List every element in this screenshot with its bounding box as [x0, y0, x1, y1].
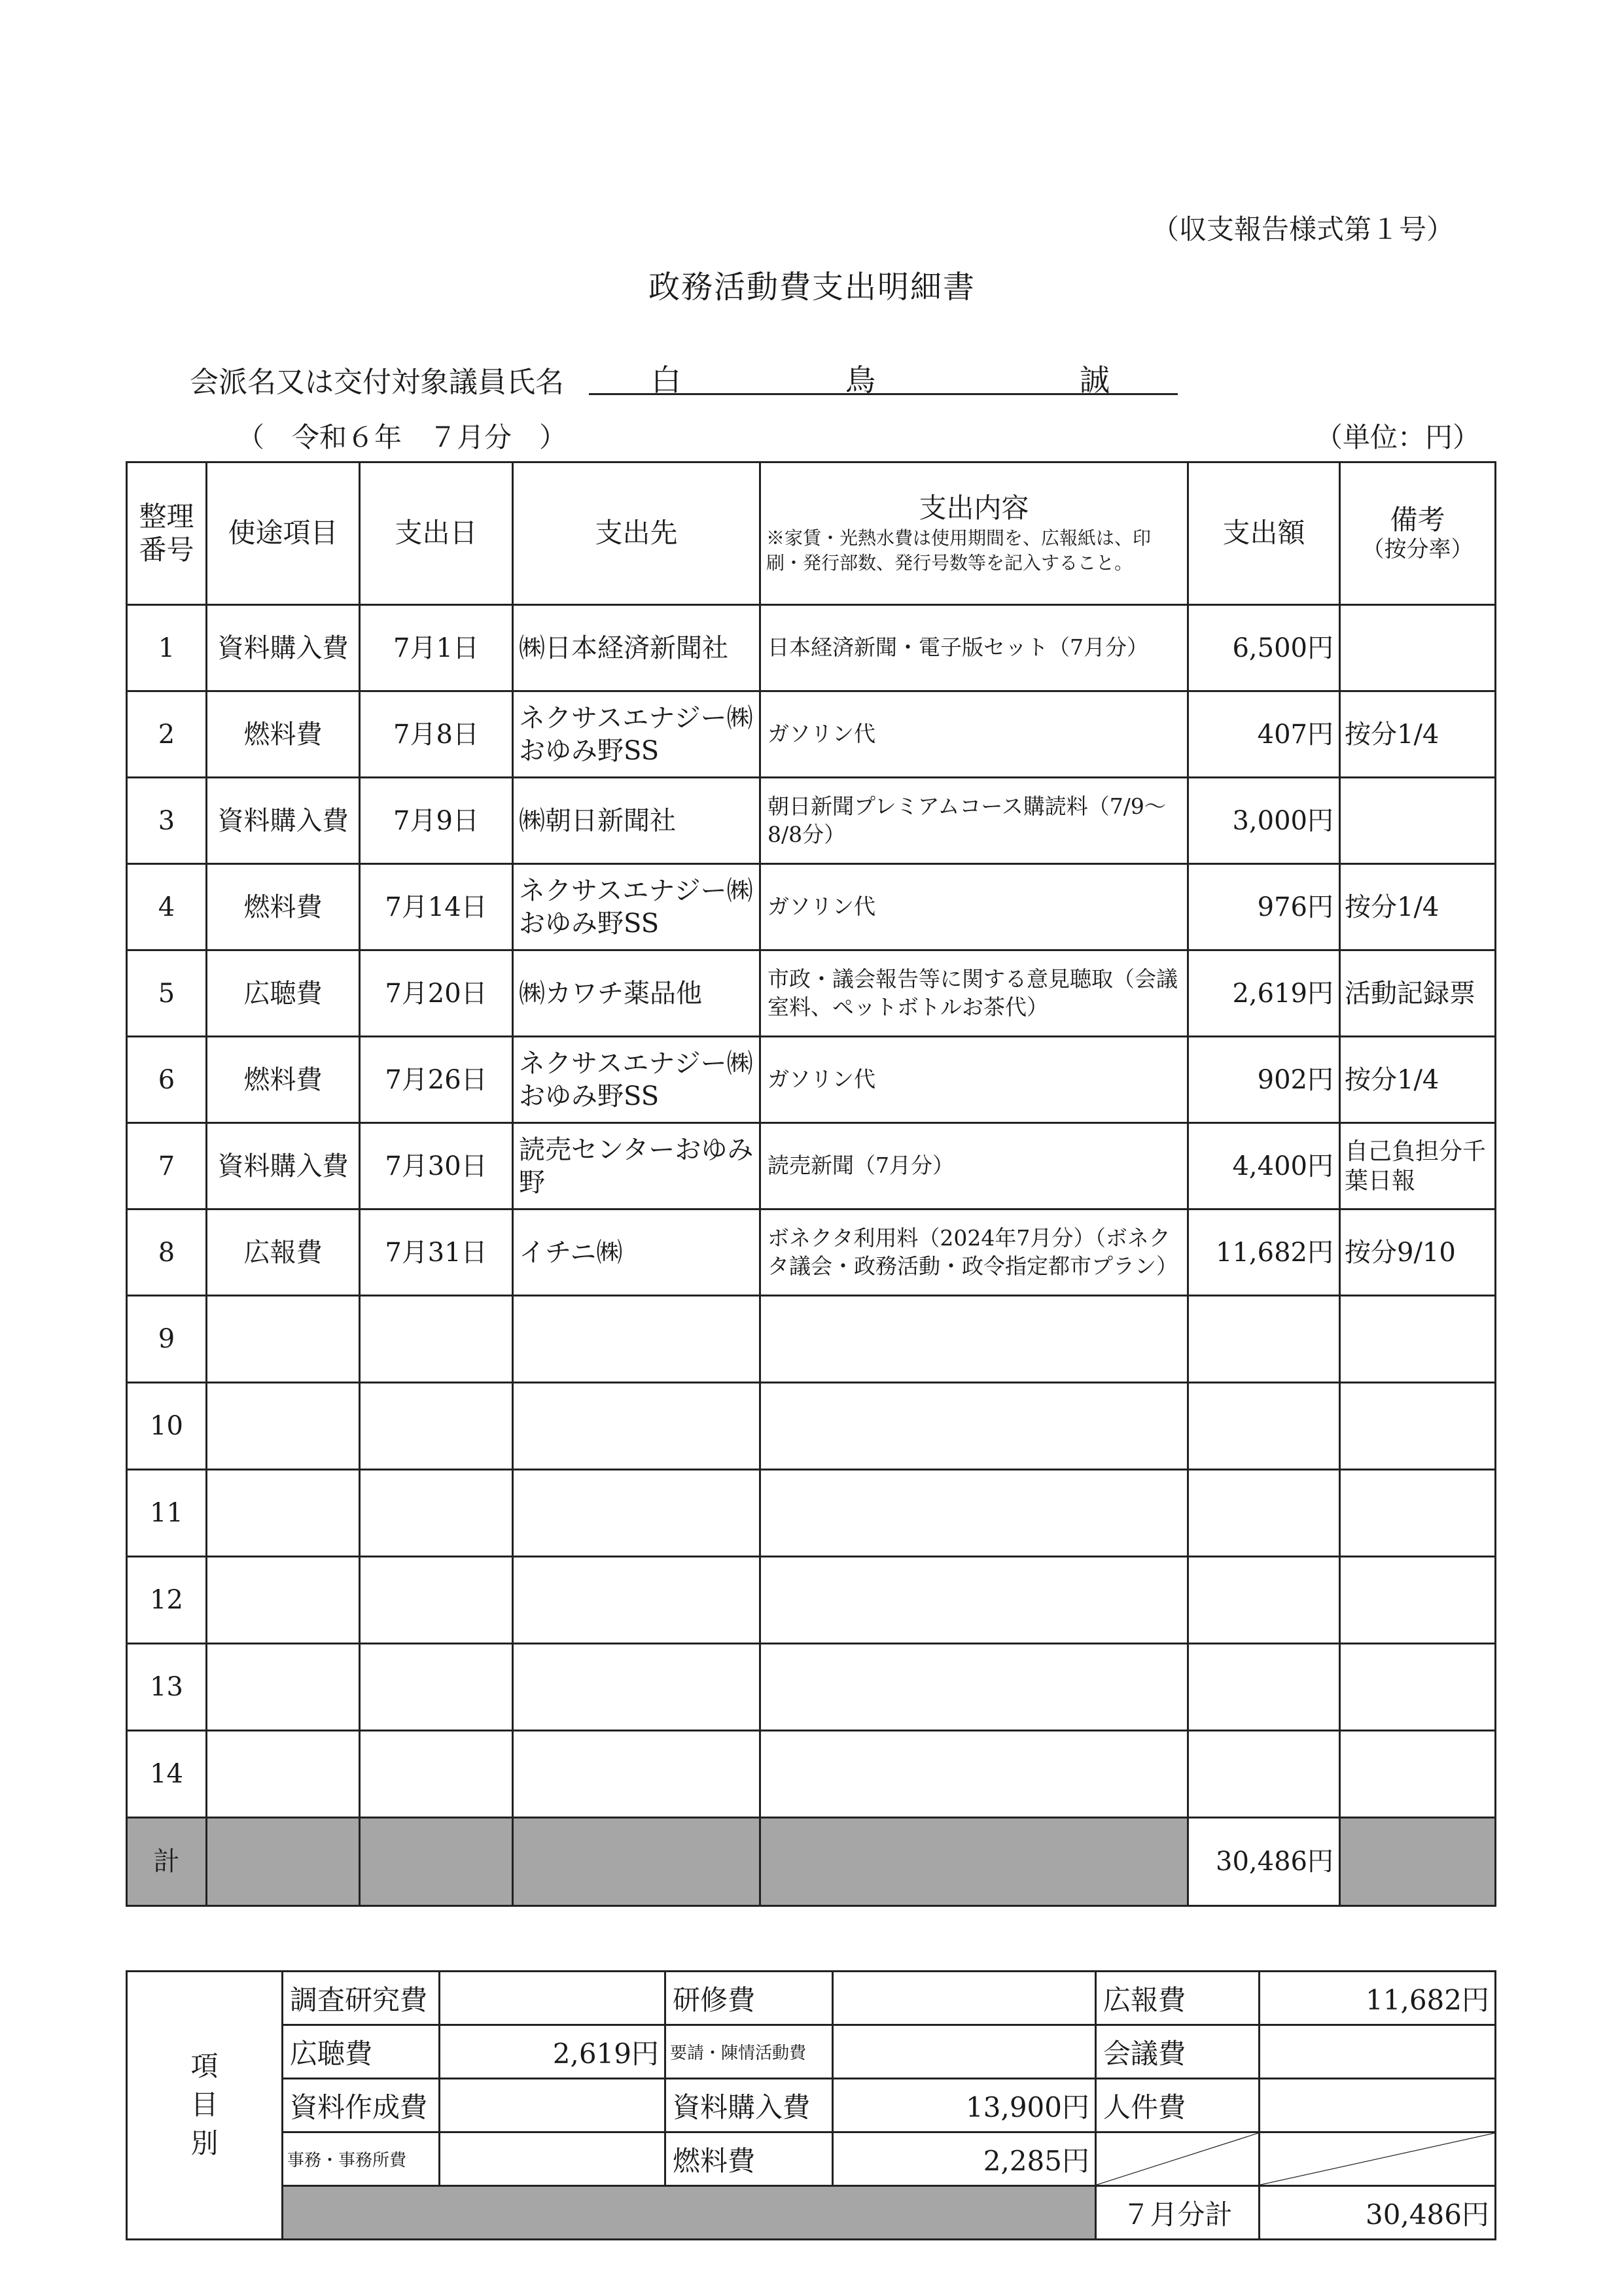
- member-name-field: [589, 357, 1178, 398]
- summary-side-label: [127, 1972, 283, 2240]
- row-remarks: [1340, 1470, 1496, 1557]
- row-number: 12: [127, 1557, 207, 1644]
- row-date: 7月1日: [360, 605, 513, 691]
- table-row: [127, 778, 1496, 864]
- hearing-value: 2,619円: [440, 2025, 665, 2079]
- row-number: 10: [127, 1383, 207, 1470]
- row-date: [360, 1644, 513, 1731]
- diagonal-line: [1097, 2133, 1258, 2185]
- purchase-label: 資料購入費: [665, 2079, 833, 2132]
- summary-row: [127, 2186, 1496, 2240]
- row-number: 13: [127, 1644, 207, 1731]
- row-number: 7: [127, 1123, 207, 1209]
- row-category: 広聴費: [207, 950, 360, 1037]
- diagonal-line: [1260, 2133, 1494, 2185]
- row-remarks: [1340, 1644, 1496, 1731]
- row-payee: [513, 1470, 760, 1557]
- total-label: 計: [127, 1818, 207, 1906]
- member-name-char-1: 白: [651, 362, 681, 398]
- fuel-value: 2,285円: [833, 2132, 1096, 2186]
- category-summary-table: [126, 1970, 1496, 2240]
- row-payee: [513, 1731, 760, 1818]
- row-content: ガソリン代: [760, 691, 1188, 778]
- table-row: [127, 1123, 1496, 1209]
- hearing-label: 広聴費: [283, 2025, 440, 2079]
- row-remarks: [1340, 1557, 1496, 1644]
- member-name-char-3: 誠: [1080, 362, 1110, 398]
- row-remarks: [1340, 778, 1496, 864]
- row-category: [207, 1644, 360, 1731]
- row-remarks: 按分1/4: [1340, 691, 1496, 778]
- unit-label: （単位：円）: [1315, 421, 1481, 453]
- row-amount: 11,682円: [1188, 1209, 1340, 1296]
- table-row: [127, 1037, 1496, 1123]
- row-payee: [513, 1644, 760, 1731]
- total-row: [127, 1818, 1496, 1906]
- row-category: [207, 1731, 360, 1818]
- table-row: [127, 1731, 1496, 1818]
- row-number: 2: [127, 691, 207, 778]
- total-shaded-cell: [360, 1818, 513, 1906]
- row-remarks: 按分1/4: [1340, 864, 1496, 950]
- row-amount: [1188, 1296, 1340, 1383]
- row-payee: [513, 1557, 760, 1644]
- row-amount: [1188, 1731, 1340, 1818]
- row-date: 7月14日: [360, 864, 513, 950]
- docs-label: 資料作成費: [283, 2079, 440, 2132]
- row-content: [760, 1644, 1188, 1731]
- row-amount: 4,400円: [1188, 1123, 1340, 1209]
- row-category: 資料購入費: [207, 1123, 360, 1209]
- row-amount: 3,000円: [1188, 778, 1340, 864]
- row-number: 8: [127, 1209, 207, 1296]
- row-payee: [513, 1383, 760, 1470]
- row-amount: 976円: [1188, 864, 1340, 950]
- row-category: 資料購入費: [207, 778, 360, 864]
- office-value: [440, 2132, 665, 2186]
- row-number: 3: [127, 778, 207, 864]
- publicity-label: 広報費: [1096, 1972, 1260, 2025]
- expense-table: [126, 461, 1496, 1907]
- row-date: 7月9日: [360, 778, 513, 864]
- header-payee: 支出先: [513, 462, 760, 605]
- row-remarks: 活動記録票: [1340, 950, 1496, 1037]
- row-category: [207, 1470, 360, 1557]
- header-remarks: [1340, 462, 1496, 605]
- row-category: 燃料費: [207, 691, 360, 778]
- row-amount: [1188, 1383, 1340, 1470]
- row-amount: 902円: [1188, 1037, 1340, 1123]
- row-content: [760, 1557, 1188, 1644]
- row-category: [207, 1296, 360, 1383]
- row-amount: 407円: [1188, 691, 1340, 778]
- petition-value: [833, 2025, 1096, 2079]
- header-no: 整理番号: [127, 462, 207, 605]
- table-header-row: [127, 462, 1496, 605]
- table-row: [127, 1296, 1496, 1383]
- total-shaded-cell: [1340, 1818, 1496, 1906]
- member-label: 会派名又は交付対象議員氏名: [190, 366, 564, 399]
- row-amount: 6,500円: [1188, 605, 1340, 691]
- row-date: 7月20日: [360, 950, 513, 1037]
- form-number: （収支報告様式第１号）: [1152, 213, 1455, 245]
- row-payee: 読売センターおゆみ野: [513, 1123, 760, 1209]
- meeting-label: 会議費: [1096, 2025, 1260, 2079]
- summary-row: [127, 1972, 1496, 2025]
- total-shaded-cell: [207, 1818, 360, 1906]
- header-content: [760, 462, 1188, 605]
- row-payee: ネクサスエナジー㈱おゆみ野SS: [513, 691, 760, 778]
- row-payee: ネクサスエナジー㈱おゆみ野SS: [513, 864, 760, 950]
- row-date: [360, 1296, 513, 1383]
- summary-row: [127, 2025, 1496, 2079]
- row-content: 市政・議会報告等に関する意見聴取（会議室料、ペットボトルお茶代）: [760, 950, 1188, 1037]
- row-amount: 2,619円: [1188, 950, 1340, 1037]
- header-remarks-sub: （按分率）: [1362, 536, 1474, 563]
- row-remarks: [1340, 1731, 1496, 1818]
- row-content: ガソリン代: [760, 1037, 1188, 1123]
- table-row: [127, 864, 1496, 950]
- fuel-label: 燃料費: [665, 2132, 833, 2186]
- table-row: [127, 1209, 1496, 1296]
- side-label-char: 別: [190, 2127, 219, 2159]
- row-remarks: [1340, 1296, 1496, 1383]
- row-date: 7月30日: [360, 1123, 513, 1209]
- header-date: 支出日: [360, 462, 513, 605]
- row-amount: [1188, 1470, 1340, 1557]
- row-date: [360, 1557, 513, 1644]
- row-date: 7月8日: [360, 691, 513, 778]
- reporting-period: （ 令和６年 ７月分 ）: [237, 421, 567, 453]
- petition-label: 要請・陳情活動費: [665, 2025, 833, 2079]
- table-row: [127, 1383, 1496, 1470]
- row-number: 6: [127, 1037, 207, 1123]
- row-payee: イチニ㈱: [513, 1209, 760, 1296]
- row-remarks: 自己負担分千葉日報: [1340, 1123, 1496, 1209]
- row-remarks: [1340, 605, 1496, 691]
- header-category: 使途項目: [207, 462, 360, 605]
- row-date: 7月26日: [360, 1037, 513, 1123]
- month-total-value: 30,486円: [1260, 2186, 1496, 2240]
- table-row: [127, 1470, 1496, 1557]
- row-content: ボネクタ利用料（2024年7月分）（ボネクタ議会・政務活動・政令指定都市プラン）: [760, 1209, 1188, 1296]
- training-label: 研修費: [665, 1972, 833, 2025]
- row-content: [760, 1470, 1188, 1557]
- summary-row: [127, 2079, 1496, 2132]
- purchase-value: 13,900円: [833, 2079, 1096, 2132]
- empty-diagonal-cell: [1260, 2132, 1496, 2186]
- summary-shaded-cell: [283, 2186, 1096, 2240]
- row-content: [760, 1296, 1188, 1383]
- row-remarks: 按分1/4: [1340, 1037, 1496, 1123]
- row-date: [360, 1731, 513, 1818]
- header-amount: 支出額: [1188, 462, 1340, 605]
- row-category: 燃料費: [207, 864, 360, 950]
- row-content: 朝日新聞プレミアムコース購読料（7/9〜8/8分）: [760, 778, 1188, 864]
- table-row: [127, 1557, 1496, 1644]
- row-category: 広報費: [207, 1209, 360, 1296]
- personnel-label: 人件費: [1096, 2079, 1260, 2132]
- row-content: 日本経済新聞・電子版セット（7月分）: [760, 605, 1188, 691]
- personnel-value: [1260, 2079, 1496, 2132]
- page-title: 政務活動費支出明細書: [648, 269, 976, 305]
- office-label: 事務・事務所費: [283, 2132, 440, 2186]
- row-content: [760, 1731, 1188, 1818]
- row-number: 5: [127, 950, 207, 1037]
- row-date: [360, 1383, 513, 1470]
- research-value: [440, 1972, 665, 2025]
- row-category: 資料購入費: [207, 605, 360, 691]
- row-number: 11: [127, 1470, 207, 1557]
- row-amount: [1188, 1644, 1340, 1731]
- row-date: [360, 1470, 513, 1557]
- summary-row: [127, 2132, 1496, 2186]
- row-remarks: [1340, 1383, 1496, 1470]
- row-payee: ネクサスエナジー㈱おゆみ野SS: [513, 1037, 760, 1123]
- header-remarks-title: 備考: [1390, 503, 1445, 536]
- row-number: 14: [127, 1731, 207, 1818]
- table-row: [127, 1644, 1496, 1731]
- row-payee: ㈱カワチ薬品他: [513, 950, 760, 1037]
- row-remarks: 按分9/10: [1340, 1209, 1496, 1296]
- month-total-label: ７月分計: [1096, 2186, 1260, 2240]
- table-row: [127, 950, 1496, 1037]
- side-label-char: 目: [190, 2089, 219, 2121]
- table-body: [127, 605, 1496, 1818]
- row-number: 4: [127, 864, 207, 950]
- docs-value: [440, 2079, 665, 2132]
- row-date: 7月31日: [360, 1209, 513, 1296]
- row-content: ガソリン代: [760, 864, 1188, 950]
- table-row: [127, 605, 1496, 691]
- row-content: [760, 1383, 1188, 1470]
- row-number: 9: [127, 1296, 207, 1383]
- research-label: 調査研究費: [283, 1972, 440, 2025]
- header-content-note: ※家賃・光熱水費は使用期間を、広報紙は、印刷・発行部数、発行号数等を記入すること。: [766, 527, 1152, 574]
- member-name-char-2: 鳥: [845, 362, 875, 398]
- row-payee: [513, 1296, 760, 1383]
- row-payee: ㈱日本経済新聞社: [513, 605, 760, 691]
- side-label-char: 項: [190, 2050, 219, 2083]
- training-value: [833, 1972, 1096, 2025]
- row-amount: [1188, 1557, 1340, 1644]
- meeting-value: [1260, 2025, 1496, 2079]
- row-category: [207, 1557, 360, 1644]
- total-shaded-cell: [513, 1818, 760, 1906]
- total-shaded-cell: [760, 1818, 1188, 1906]
- total-amount: 30,486円: [1188, 1818, 1340, 1906]
- row-category: [207, 1383, 360, 1470]
- row-content: 読売新聞（7月分）: [760, 1123, 1188, 1209]
- publicity-value: 11,682円: [1260, 1972, 1496, 2025]
- row-number: 1: [127, 605, 207, 691]
- row-category: 燃料費: [207, 1037, 360, 1123]
- header-content-title: 支出内容: [919, 491, 1029, 524]
- row-payee: ㈱朝日新聞社: [513, 778, 760, 864]
- empty-diagonal-cell: [1096, 2132, 1260, 2186]
- table-row: [127, 691, 1496, 778]
